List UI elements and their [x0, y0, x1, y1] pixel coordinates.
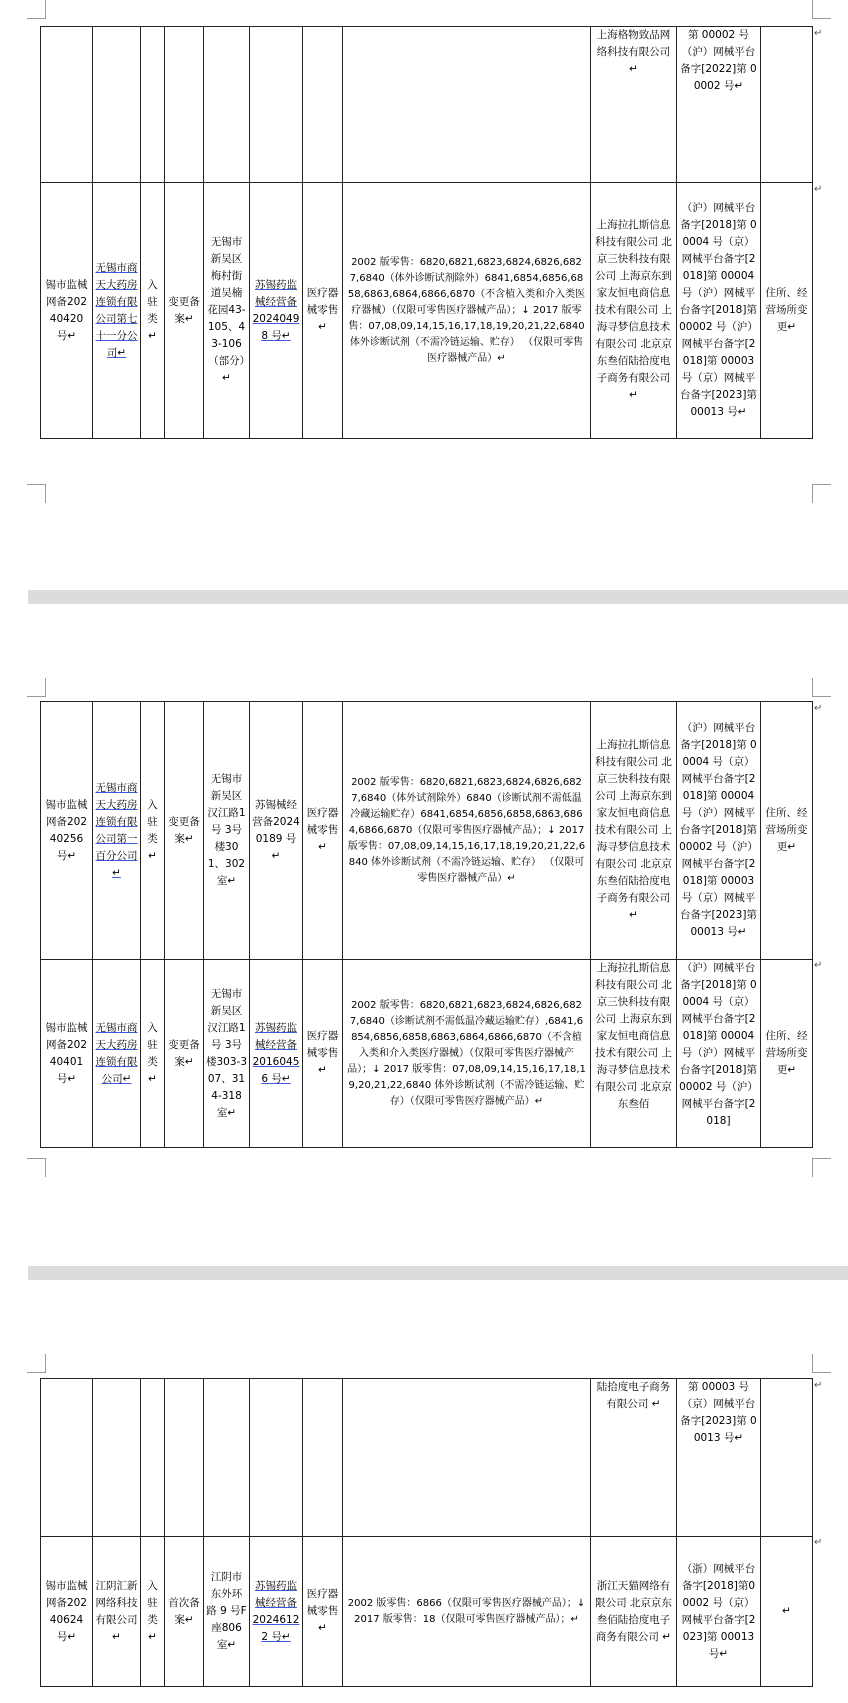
page-corner-mark — [812, 678, 831, 697]
record-number-cell: 锡市监械网备20240420 号↵ — [41, 183, 93, 439]
record-number-cell: 锡市监械网备20240256 号↵ — [41, 702, 93, 960]
filing-cell: （沪）网械平台备字[2018]第 00004 号（京）网械平台备字[2018]第 00004 号（沪）网械平台备字[2018]第 00002 号（沪）网械平台备字[2018]第 00003 号（京）网械平台备字[2023]第 00013 号↵ — [677, 183, 761, 439]
platform-cell: 陆拾度电子商务有限公司 ↵ — [591, 1379, 677, 1537]
row-end-mark: ↵ — [814, 184, 823, 195]
action-cell — [165, 27, 204, 183]
category-cell: 医疗器械零售↵ — [303, 960, 343, 1148]
remark-cell — [761, 1379, 813, 1537]
document-page-2 — [0, 604, 848, 1266]
category-cell: 医疗器械零售↵ — [303, 1537, 343, 1687]
page-corner-mark — [27, 678, 46, 697]
scope-cell: 2002 版零售：6820,6821,6823,6824,6826,6827,6840（诊断试剂不需低温冷藏运输贮存）,6841,6854,6856,6858,6863,6864,6866,6870（不含植入类和介入类医疗器械）（仅限可零售医疗器械产品）；↓ 2017 版零售：07,08,09,14,15,16,17,18,19,20,21,22,6840 体外诊断试剂（不需冷链运输、贮存）（仅限可零售医疗器械产品）↵ — [343, 960, 591, 1148]
row-end-mark: ↵ — [814, 1380, 823, 1391]
filing-cell: 第 00002 号（沪）网械平台备字[2022]第 00002 号↵ — [677, 27, 761, 183]
license-cell: 苏锡药监械经营备20160456 号↵ — [250, 960, 303, 1148]
row-end-mark: ↵ — [814, 960, 823, 971]
address-cell: 无锡市新吴区汉江路1 号 3号楼303-307、314-318 室↵ — [204, 960, 250, 1148]
page-gap — [28, 590, 848, 604]
remark-cell: 住所、经营场所变更↵ — [761, 960, 813, 1148]
company-cell: 江阴汇新网络科技有限公司↵ — [93, 1537, 141, 1687]
record-number-cell — [41, 27, 93, 183]
scope-cell — [343, 1379, 591, 1537]
platform-cell: 上海拉扎斯信息科技有限公司 北京三快科技有限公司 上海京东到家友恒电商信息技术有限公司 上海寻梦信息技术有限公司 北京京东叁佰 — [591, 960, 677, 1148]
license-cell — [250, 27, 303, 183]
address-cell: 无锡市新吴区汉江路1 号 3号楼301、302 室↵ — [204, 702, 250, 960]
company-cell — [93, 1379, 141, 1537]
action-cell: 变更备案↵ — [165, 960, 204, 1148]
scope-cell: 2002 版零售：6820,6821,6823,6824,6826,6827,6840（体外试剂除外）6840（诊断试剂不需低温冷藏运输贮存）6841,6854,6856,6858,6863,6864,6866,6870（仅限可零售医疗器械产品）；↓ 2017 版零售：07,08,09,14,15,16,17,18,19,20,21,22,6840 体外诊断试剂（不需冷链运输、贮存） （仅限可零售医疗器械产品）↵ — [343, 702, 591, 960]
filing-cell: （沪）网械平台备字[2018]第 00004 号（京）网械平台备字[2018]第 00004 号（沪）网械平台备字[2018]第 00002 号（沪）网械平台备字[2018] — [677, 960, 761, 1148]
table-row — [41, 183, 813, 439]
scope-cell — [343, 27, 591, 183]
license-cell — [250, 1379, 303, 1537]
remark-cell: 住所、经营场所变更↵ — [761, 702, 813, 960]
scope-cell: 2002 版零售：6866（仅限可零售医疗器械产品）；↓ 2017 版零售：18（仅限可零售医疗器械产品）；↵ — [343, 1537, 591, 1687]
document-page-3 — [0, 1280, 848, 1703]
type-cell: 入驻类↵ — [141, 702, 165, 960]
platform-cell: 上海格物致品网络科技有限公司↵ — [591, 27, 677, 183]
type-cell: 入驻类↵ — [141, 960, 165, 1148]
page-corner-mark — [812, 1354, 831, 1373]
table-row — [41, 702, 813, 960]
table-row — [41, 27, 813, 183]
record-number-cell: 锡市监械网备20240401 号↵ — [41, 960, 93, 1148]
record-table — [40, 26, 813, 439]
remark-cell: 住所、经营场所变更↵ — [761, 183, 813, 439]
record-number-cell — [41, 1379, 93, 1537]
record-table — [40, 1378, 813, 1687]
platform-cell: 上海拉扎斯信息科技有限公司 北京三快科技有限公司 上海京东到家友恒电商信息技术有限公司 上海寻梦信息技术有限公司 北京京东叁佰陆拾度电子商务有限公司↵ — [591, 183, 677, 439]
category-cell: 医疗器械零售↵ — [303, 183, 343, 439]
remark-cell — [761, 27, 813, 183]
page-gap — [28, 1266, 848, 1280]
row-end-mark: ↵ — [814, 703, 823, 714]
row-end-mark: ↵ — [814, 28, 823, 39]
license-cell: 苏锡药监械经营备20240498 号↵ — [250, 183, 303, 439]
type-cell — [141, 1379, 165, 1537]
action-cell: 首次备案↵ — [165, 1537, 204, 1687]
page-corner-mark — [812, 484, 831, 503]
remark-cell: ↵ — [761, 1537, 813, 1687]
type-cell: 入驻类↵ — [141, 183, 165, 439]
license-cell: 苏锡械经营备20240189 号↵ — [250, 702, 303, 960]
category-cell: 医疗器械零售↵ — [303, 702, 343, 960]
action-cell: 变更备案↵ — [165, 702, 204, 960]
company-cell: 无锡市商天大药房连锁有限公司第一百分公司↵ — [93, 702, 141, 960]
row-end-mark: ↵ — [814, 1537, 823, 1548]
address-cell: 江阴市东外环路 9 号F 座806 室↵ — [204, 1537, 250, 1687]
scope-cell: 2002 版零售：6820,6821,6823,6824,6826,6827,6840（体外诊断试剂除外）6841,6854,6856,6858,6863,6864,6866,6870（不含植入类和介入类医疗器械）（仅限可零售医疗器械产品）；↓ 2017 版零售：07,08,09,14,15,16,17,18,19,20,21,22,6840 体外诊断试剂（不需冷链运输、贮存） （仅限可零售医疗器械产品）↵ — [343, 183, 591, 439]
company-cell: 无锡市商天大药房连锁有限公司第七十一分公司↵ — [93, 183, 141, 439]
filing-cell: （沪）网械平台备字[2018]第 00004 号（京）网械平台备字[2018]第 00004 号（沪）网械平台备字[2018]第 00002 号（沪）网械平台备字[2018]第 00003 号（京）网械平台备字[2023]第 00013 号↵ — [677, 702, 761, 960]
action-cell — [165, 1379, 204, 1537]
address-cell: 无锡市新吴区梅村街道吴楠花园43-105、43-106（部分）↵ — [204, 183, 250, 439]
type-cell: 入驻类↵ — [141, 1537, 165, 1687]
platform-cell: 浙江天猫网络有限公司 北京京东叁佰陆拾度电子商务有限公司 ↵ — [591, 1537, 677, 1687]
company-cell — [93, 27, 141, 183]
table-row — [41, 1379, 813, 1537]
type-cell — [141, 27, 165, 183]
filing-cell: 第 00003 号（京）网械平台备字[2023]第 00013 号↵ — [677, 1379, 761, 1537]
page-corner-mark — [27, 0, 46, 19]
license-cell: 苏锡药监械经营备20246122 号↵ — [250, 1537, 303, 1687]
address-cell — [204, 27, 250, 183]
category-cell — [303, 27, 343, 183]
table-row — [41, 960, 813, 1148]
table-row — [41, 1537, 813, 1687]
record-number-cell: 锡市监械网备20240624 号↵ — [41, 1537, 93, 1687]
page-corner-mark — [812, 1158, 831, 1177]
page-corner-mark — [27, 1354, 46, 1373]
address-cell — [204, 1379, 250, 1537]
page-corner-mark — [812, 0, 831, 19]
platform-cell: 上海拉扎斯信息科技有限公司 北京三快科技有限公司 上海京东到家友恒电商信息技术有限公司 上海寻梦信息技术有限公司 北京京东叁佰陆拾度电子商务有限公司↵ — [591, 702, 677, 960]
document-page-1 — [0, 0, 848, 590]
page-corner-mark — [27, 484, 46, 503]
record-table — [40, 701, 813, 1148]
company-cell: 无锡市商天大药房连锁有限公司↵ — [93, 960, 141, 1148]
category-cell — [303, 1379, 343, 1537]
page-corner-mark — [27, 1158, 46, 1177]
action-cell: 变更备案↵ — [165, 183, 204, 439]
filing-cell: （浙）网械平台备字[2018]第00002 号（京）网械平台备字[2023]第 00013 号↵ — [677, 1537, 761, 1687]
